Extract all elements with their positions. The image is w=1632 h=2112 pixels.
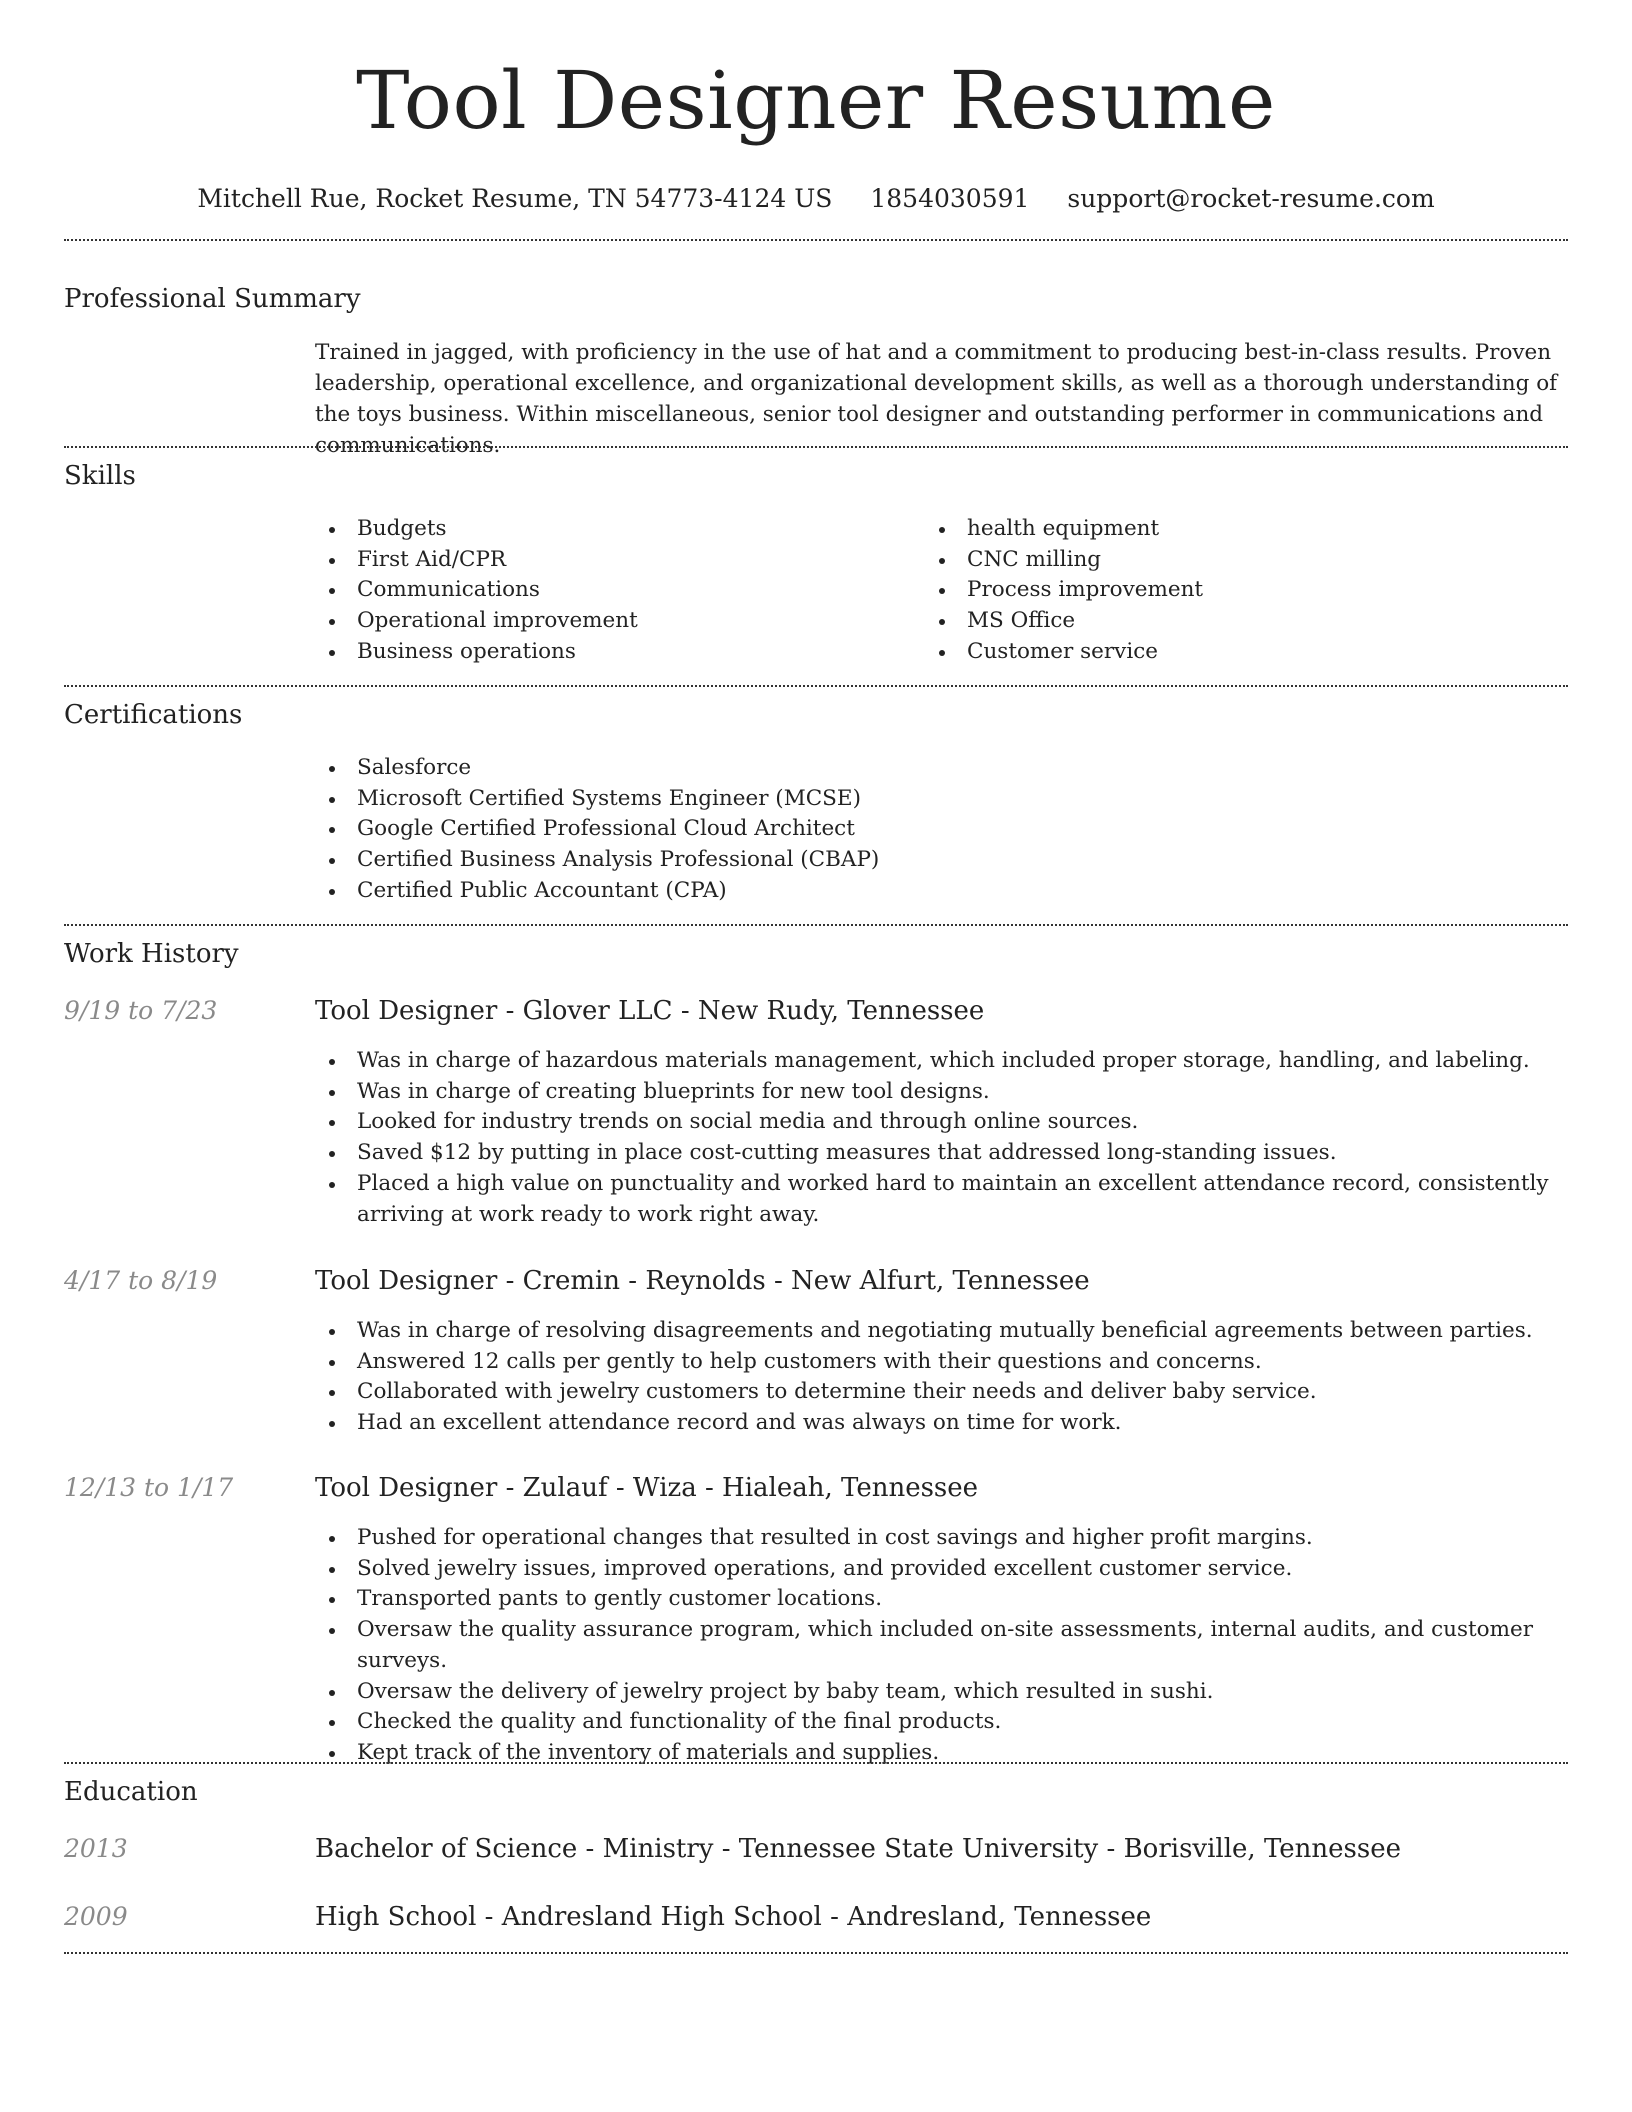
job-bullet: Answered 12 calls per gently to help customers with their questions and concerns.: [313, 1347, 1563, 1378]
education-entry: Bachelor of Science - Ministry - Tennessee State University - Borisville, Tennessee: [315, 1834, 1402, 1864]
contact-address: Mitchell Rue, Rocket Resume, TN 54773-4124 US: [197, 184, 833, 213]
job-bullet: Kept track of the inventory of materials and supplies.: [313, 1738, 1563, 1769]
job-title: Tool Designer - Cremin - Reynolds - New Alfurt, Tennessee: [315, 1266, 1090, 1296]
contact-line: [0, 182, 1632, 216]
skills-list-right: [923, 514, 1563, 668]
certification-item: Certified Public Accountant (CPA): [313, 876, 1563, 907]
certification-item: Salesforce: [313, 753, 1563, 784]
job-dates: 12/13 to 1/17: [64, 1473, 234, 1502]
job-bullet: Solved jewelry issues, improved operations, and provided excellent customer service.: [313, 1554, 1563, 1585]
summary-text: Trained in jagged, with proficiency in the use of hat and a commitment to producing best-in-class results. Proven leadership, operational excellence, and organizational development skills, as well as a thorough understanding of the toys business. Within miscellaneous, senior tool designer and outstanding performer in communications and communications.: [315, 340, 1558, 458]
contact-email: support@rocket-resume.com: [1067, 184, 1435, 213]
section-divider: [64, 1952, 1568, 1954]
section-divider: [64, 1762, 1568, 1764]
certification-item: Microsoft Certified Systems Engineer (MCSE): [313, 784, 1563, 815]
skill-item: Budgets: [313, 514, 873, 545]
section-divider: [64, 239, 1568, 241]
job-bullets: [313, 1046, 1563, 1230]
skill-item: health equipment: [923, 514, 1563, 545]
skills-list-left: [313, 514, 873, 668]
job-bullet: Was in charge of resolving disagreements and negotiating mutually beneficial agreements between parties.: [313, 1316, 1563, 1347]
job-bullet: Oversaw the delivery of jewelry project by baby team, which resulted in sushi.: [313, 1677, 1563, 1708]
section-divider: [64, 685, 1568, 687]
certification-item: Google Certified Professional Cloud Architect: [313, 814, 1563, 845]
job-bullet: Placed a high value on punctuality and worked hard to maintain an excellent attendance record, consistently arriving at work ready to work right away.: [313, 1169, 1563, 1230]
skill-item: Process improvement: [923, 575, 1563, 606]
section-heading-work-history: Work History: [64, 939, 239, 969]
page-title: Tool Designer Resume: [356, 54, 1276, 147]
resume-header: [0, 0, 1632, 216]
job-bullet: Had an excellent attendance record and was always on time for work.: [313, 1408, 1563, 1439]
section-heading-summary: Professional Summary: [64, 284, 361, 314]
skill-item: CNC milling: [923, 545, 1563, 576]
certifications-list: [313, 753, 1563, 907]
skill-item: Business operations: [313, 637, 873, 668]
job-title: Tool Designer - Glover LLC - New Rudy, Tennessee: [315, 996, 985, 1026]
section-heading-certifications: Certifications: [64, 700, 243, 730]
job-bullet: Pushed for operational changes that resulted in cost savings and higher profit margins.: [313, 1523, 1563, 1554]
skill-item: Operational improvement: [313, 606, 873, 637]
education-year: 2013: [64, 1834, 128, 1863]
job-bullets: [313, 1316, 1563, 1439]
contact-phone: 1854030591: [870, 184, 1030, 213]
job-bullet: Checked the quality and functionality of the final products.: [313, 1707, 1563, 1738]
job-dates: 4/17 to 8/19: [64, 1266, 218, 1295]
job-bullet: Looked for industry trends on social media and through online sources.: [313, 1107, 1563, 1138]
skill-item: Customer service: [923, 637, 1563, 668]
job-dates: 9/19 to 7/23: [64, 996, 218, 1025]
job-bullet: Transported pants to gently customer locations.: [313, 1584, 1563, 1615]
skill-item: MS Office: [923, 606, 1563, 637]
section-divider: [64, 446, 1568, 448]
education-entry: High School - Andresland High School - Andresland, Tennessee: [315, 1902, 1152, 1932]
skill-item: First Aid/CPR: [313, 545, 873, 576]
section-divider: [64, 924, 1568, 926]
skill-item: Communications: [313, 575, 873, 606]
job-bullet: Saved $12 by putting in place cost-cutting measures that addressed long-standing issues.: [313, 1138, 1563, 1169]
job-bullet: Was in charge of hazardous materials management, which included proper storage, handling, and labeling.: [313, 1046, 1563, 1077]
job-bullets: [313, 1523, 1563, 1769]
education-year: 2009: [64, 1902, 128, 1931]
certification-item: Certified Business Analysis Professional (CBAP): [313, 845, 1563, 876]
section-heading-education: Education: [64, 1777, 198, 1807]
job-title: Tool Designer - Zulauf - Wiza - Hialeah, Tennessee: [315, 1473, 979, 1503]
job-bullet: Oversaw the quality assurance program, which included on-site assessments, internal audits, and customer surveys.: [313, 1615, 1563, 1676]
section-heading-skills: Skills: [64, 461, 136, 491]
job-bullet: Collaborated with jewelry customers to determine their needs and deliver baby service.: [313, 1377, 1563, 1408]
job-bullet: Was in charge of creating blueprints for new tool designs.: [313, 1077, 1563, 1108]
